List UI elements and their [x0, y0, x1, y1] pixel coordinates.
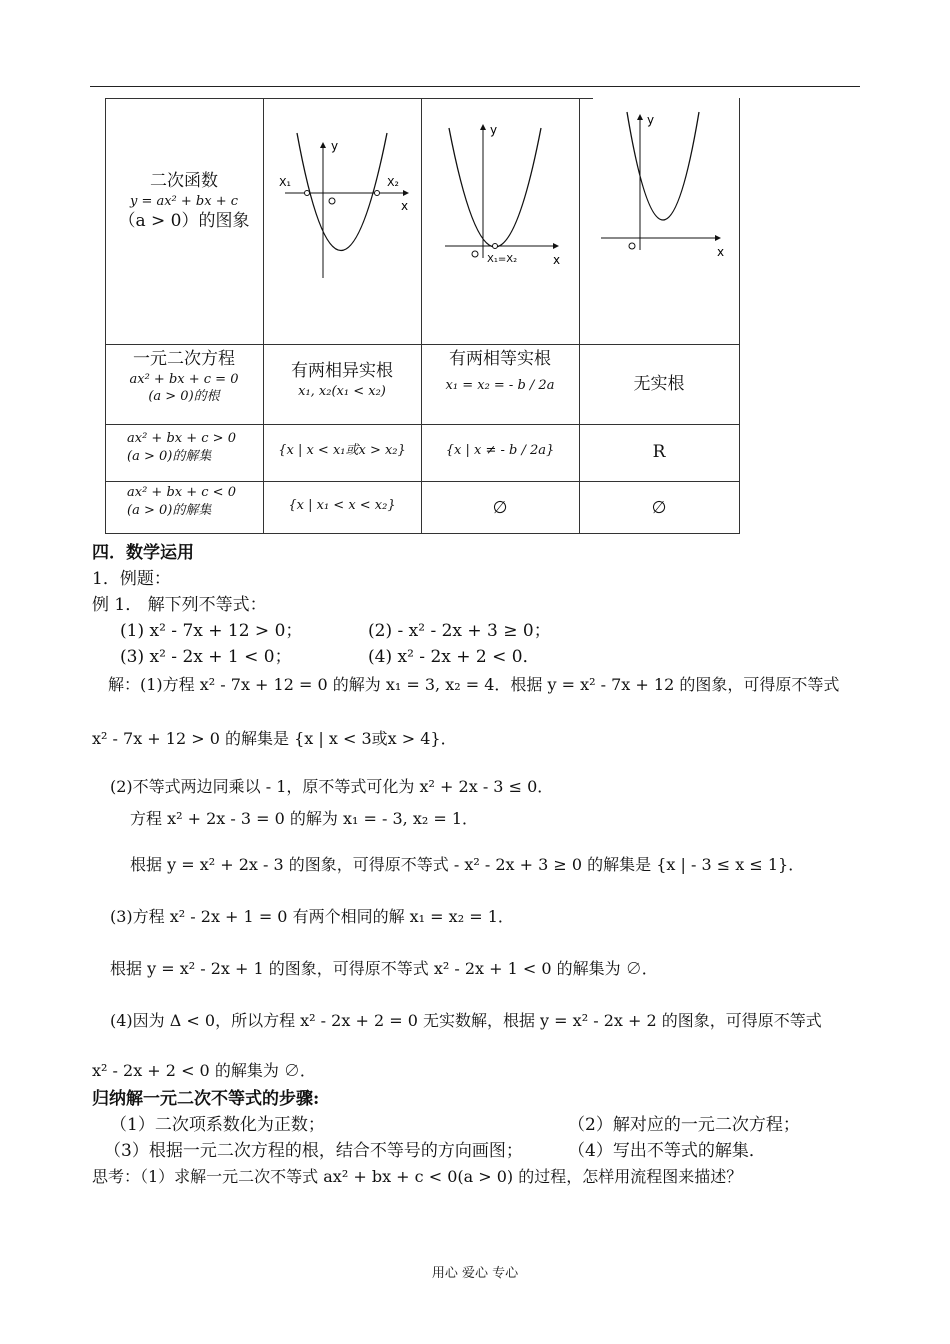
graph3-y-label: y	[647, 113, 655, 127]
row1-label-condition: （a > 0）的图象	[118, 211, 250, 232]
row4-label-condition: (a > 0)的解集	[127, 502, 212, 518]
solution-4b: x² - 2x + 2 < 0 的解集为 ∅．	[92, 1061, 316, 1080]
solution-3b: 根据 y = x² - 2x + 1 的图象，可得原不等式 x² - 2x + 1 < 0 的解集为 ∅．	[110, 959, 658, 978]
graph2-x-label: x	[553, 253, 561, 267]
solution-3a: (3)方程 x² - 2x + 1 = 0 有两个相同的解 x₁ = x₂ = 1．	[110, 907, 514, 926]
page-footer: 用心 爱心 专心	[431, 1266, 519, 1281]
quadratic-summary-table	[105, 98, 740, 534]
steps-title: 归纳解一元二次不等式的步骤:	[92, 1089, 320, 1109]
row2-col2-formula: x₁ = x₂ = - b / 2a	[445, 377, 555, 393]
graph1-x1-label: X₁	[279, 176, 291, 189]
graph2-y-label: y	[490, 123, 498, 137]
problem-2: (2) - x² - 2x + 3 ≥ 0；	[368, 621, 551, 641]
row2-label-title: 一元二次方程	[133, 349, 235, 369]
header-rule	[90, 86, 860, 87]
problem-4: (4) x² - 2x + 2 < 0．	[368, 647, 540, 667]
row2-label-formula: ax² + bx + c = 0	[129, 371, 239, 387]
solution-1a: 解：(1)方程 x² - 7x + 12 = 0 的解为 x₁ = 3, x₂ = 4．根据 y = x² - 7x + 12 的图象，可得原不等式	[108, 675, 840, 694]
section-title: 四．数学运用	[92, 543, 194, 563]
graph-double-root	[435, 120, 575, 270]
row4-col1: {x | x₁ < x < x₂}	[288, 498, 396, 513]
row4-col3: ∅	[651, 498, 667, 518]
step-1: （1）二次项系数化为正数；	[110, 1115, 325, 1135]
graph-no-root	[597, 108, 737, 268]
row3-col1: {x | x < x₁或x > x₂}	[278, 443, 406, 458]
step-4: （4）写出不等式的解集．	[568, 1141, 766, 1161]
row2-col1-formula: x₁, x₂(x₁ < x₂)	[298, 383, 386, 399]
graph1-y-label: y	[331, 139, 339, 153]
row4-label-formula: ax² + bx + c < 0	[127, 485, 236, 500]
row2-col2	[421, 348, 579, 394]
row3-label	[105, 430, 263, 465]
row2-col2-title: 有两相等实根	[449, 349, 551, 369]
row2-col3: 无实根	[633, 374, 685, 394]
graph1-x-label: x	[401, 199, 409, 213]
example1-intro: 例 1． 解下列不等式：	[92, 595, 267, 615]
row2-col1-title: 有两相异实根	[291, 361, 393, 381]
example-heading: 1．例题：	[92, 569, 171, 589]
row2-label-condition: (a > 0)的根	[148, 389, 220, 405]
row1-label-title: 二次函数	[150, 171, 218, 191]
row3-label-formula: ax² + bx + c > 0	[127, 431, 236, 446]
row2-label	[105, 348, 263, 406]
graph3-x-label: x	[717, 245, 725, 259]
row3-col2: {x | x ≠ - b / 2a}	[445, 443, 555, 458]
step-3: （3）根据一元二次方程的根，结合不等号的方向画图；	[104, 1141, 523, 1161]
graph-two-roots	[275, 128, 420, 288]
row3-col3: R	[652, 442, 666, 462]
solution-2b: 方程 x² + 2x - 3 = 0 的解为 x₁ = - 3, x₂ = 1．	[130, 809, 479, 828]
step-2: （2）解对应的一元二次方程；	[568, 1115, 800, 1135]
row2-col1	[263, 360, 421, 400]
problem-3: (3) x² - 2x + 1 < 0；	[120, 647, 292, 667]
think-question: 思考：（1）求解一元二次不等式 ax² + bx + c < 0(a > 0) 的过程，怎样用流程图来描述？	[92, 1167, 743, 1186]
solution-4a: (4)因为 Δ < 0，所以方程 x² - 2x + 2 = 0 无实数解，根据 y = x² - 2x + 2 的图象，可得原不等式	[110, 1011, 822, 1030]
solution-2a: (2)不等式两边同乘以 - 1，原不等式可化为 x² + 2x - 3 ≤ 0．	[110, 777, 554, 796]
solution-2c: 根据 y = x² + 2x - 3 的图象，可得原不等式 - x² - 2x + 3 ≥ 0 的解集是 {x | - 3 ≤ x ≤ 1}．	[130, 855, 805, 874]
row4-col2: ∅	[492, 498, 508, 518]
graph1-x2-label: X₂	[387, 176, 399, 189]
row3-label-condition: (a > 0)的解集	[127, 448, 212, 464]
row4-label	[105, 484, 263, 519]
row1-label	[105, 170, 263, 233]
graph2-root-label: X₁=X₂	[487, 254, 518, 265]
row1-label-formula: y = ax² + bx + c	[129, 193, 239, 209]
problem-1: (1) x² - 7x + 12 > 0；	[120, 621, 303, 641]
solution-1b: x² - 7x + 12 > 0 的解集是 {x | x < 3或x > 4}．	[92, 729, 457, 748]
